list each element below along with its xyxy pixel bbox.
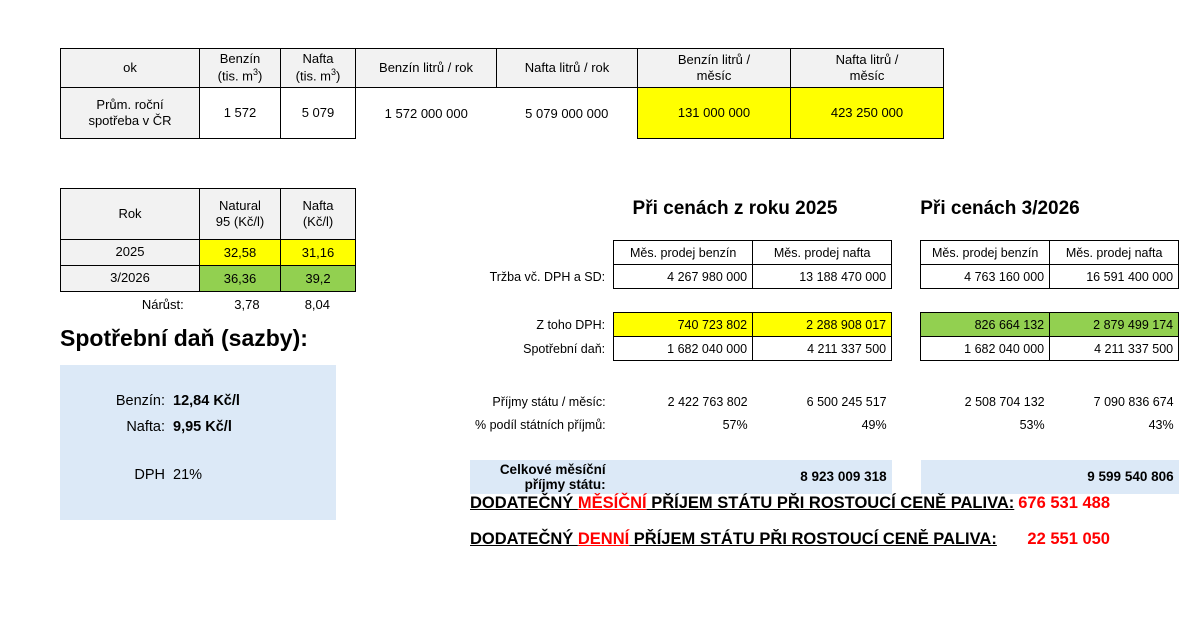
col-header-ok: ok	[61, 49, 200, 88]
table-row	[470, 337, 1179, 361]
bottom-line1-text-a: DODATEČNÝ	[470, 494, 578, 512]
cell-2026-podil-nafta: 43%	[1148, 418, 1174, 432]
cell-2025-prijmy-nafta: 6 500 245 517	[806, 395, 887, 409]
table-header-row	[61, 189, 356, 240]
vat-row	[60, 435, 336, 483]
col-header-nafta-m3: Nafta (tis. $m^3$)	[281, 49, 356, 88]
col-header-benzin-mesic: Benzín litrů / měsíc	[638, 49, 791, 88]
table-row	[470, 265, 1179, 289]
bottom-line1-amount: 676 531 488	[1018, 494, 1110, 512]
section-title-prices-2025: Při cenách z roku 2025	[632, 198, 838, 219]
cell-natural95-2025: 32,58	[200, 240, 281, 266]
cell-2026-trzba-benzin: 4 763 160 000	[921, 265, 1050, 289]
cell-nafta-litru-mesic: 423 250 000	[791, 87, 944, 138]
cell-benzin-litru-mesic: 131 000 000	[638, 87, 791, 138]
spacer-cell	[892, 361, 921, 391]
bottom-line1-text-b: MĚSÍČNÍ	[577, 494, 647, 512]
excise-benzin-row	[60, 365, 336, 409]
table-row	[60, 296, 336, 313]
vat-value: 21%	[173, 467, 203, 483]
table-row	[470, 313, 1179, 337]
column-spacer	[892, 337, 921, 361]
cell-nafta-litru-rok: 5 079 000 000	[497, 87, 638, 138]
cell-rok-2025: 2025	[61, 240, 200, 266]
state-revenue-comparison-table	[470, 240, 1179, 494]
excise-tax-title: Spotřební daň (sazby):	[60, 325, 308, 351]
col-header-nafta-mesic: Nafta litrů / měsíc	[791, 49, 944, 88]
cell-nafta-m3: 5 079	[281, 87, 356, 138]
col-header-nafta-rok: Nafta litrů / rok	[497, 49, 638, 88]
cell-benzin-litru-rok: 1 572 000 000	[356, 87, 497, 138]
table-spacer-row	[470, 437, 1179, 460]
row-label-trzba: Tržba vč. DPH a SD:	[489, 269, 606, 284]
cell-2026-dph-nafta: 2 879 499 174	[1050, 313, 1179, 337]
narust-natural95: 3,78	[234, 297, 260, 312]
spacer-cell	[921, 289, 1050, 313]
spacer-cell	[614, 289, 753, 313]
bottom-line1-text-c: PŘÍJEM STÁTU PŘI ROSTOUCÍ CENĚ PALIVA:	[646, 494, 1015, 512]
bottom-line2-text-b: DENNÍ	[577, 530, 630, 548]
cell-2025-sd-nafta: 4 211 337 500	[753, 337, 892, 361]
cell-2026-celkem-pad	[921, 460, 1050, 494]
cell-2025-dph-benzin: 740 723 802	[614, 313, 753, 337]
excise-benzin-label: Benzín:	[115, 393, 165, 409]
col-header-rok: Rok	[61, 189, 200, 240]
table-row	[61, 240, 356, 266]
spacer-cell	[470, 437, 614, 460]
excise-nafta-value: 9,95 Kč/l	[173, 419, 232, 435]
col-header-2026-nafta: Měs. prodej nafta	[1050, 241, 1179, 265]
cell-2026-sd-nafta: 4 211 337 500	[1050, 337, 1179, 361]
annual-consumption-table	[60, 48, 944, 139]
col-header-nafta-price: Nafta (Kč/l)	[281, 189, 356, 240]
spacer-cell	[1050, 289, 1179, 313]
additional-monthly-revenue-line	[470, 494, 1110, 513]
column-spacer	[892, 391, 921, 414]
spacer-cell	[1050, 361, 1179, 391]
table-row	[61, 266, 356, 292]
cell-2025-podil-nafta: 49%	[861, 418, 887, 432]
row-label-spotrebni-dan: Spotřební daň:	[523, 341, 606, 356]
narust-label: Nárůst:	[141, 297, 184, 312]
column-spacer	[892, 460, 921, 494]
col-header-benzin-rok: Benzín litrů / rok	[356, 49, 497, 88]
table-spacer-row	[470, 361, 1179, 391]
cell-2025-prijmy-benzin: 2 422 763 802	[667, 395, 748, 409]
table-header-row	[470, 241, 1179, 265]
cell-2025-trzba-benzin: 4 267 980 000	[614, 265, 753, 289]
bottom-line2-text-c: PŘÍJEM STÁTU PŘI ROSTOUCÍ CENĚ PALIVA:	[629, 530, 997, 548]
vat-label: DPH	[134, 467, 165, 483]
cell-2025-sd-benzin: 1 682 040 000	[614, 337, 753, 361]
cell-2026-prijmy-nafta: 7 090 836 674	[1093, 395, 1174, 409]
row-label-dph: Z toho DPH:	[536, 317, 606, 332]
cell-2026-trzba-nafta: 16 591 400 000	[1050, 265, 1179, 289]
cell-2026-podil-benzin: 53%	[1019, 418, 1045, 432]
spacer-cell	[892, 437, 921, 460]
excise-benzin-value: 12,84 Kč/l	[173, 393, 240, 409]
table-header-row	[61, 49, 944, 88]
excise-nafta-label: Nafta:	[126, 419, 165, 435]
column-spacer	[892, 414, 921, 437]
col-header-natural95: Natural 95 (Kč/l)	[200, 189, 281, 240]
spacer-cell	[753, 361, 892, 391]
narust-nafta: 8,04	[304, 297, 330, 312]
bottom-line2-text-a: DODATEČNÝ	[470, 530, 578, 548]
cell-2026-prijmy-benzin: 2 508 704 132	[964, 395, 1045, 409]
column-spacer	[892, 241, 921, 265]
cell-2025-dph-nafta: 2 288 908 017	[753, 313, 892, 337]
row-label-average-consumption: Prům. roční spotřeba v ČR	[61, 87, 200, 138]
cell-2026-dph-benzin: 826 664 132	[921, 313, 1050, 337]
spacer-cell	[1050, 437, 1179, 460]
spacer-cell	[470, 361, 614, 391]
section-title-prices-2026: Při cenách 3/2026	[920, 198, 1080, 219]
table-row	[61, 87, 944, 138]
spacer-cell	[921, 361, 1050, 391]
spacer-cell	[921, 437, 1050, 460]
table-row	[470, 391, 1179, 414]
cell-2025-trzba-nafta: 13 188 470 000	[753, 265, 892, 289]
table-row	[470, 414, 1179, 437]
cell-nafta-3-2026: 39,2	[281, 266, 356, 292]
spacer-cell	[753, 289, 892, 313]
bottom-line2-amount: 22 551 050	[1027, 530, 1110, 548]
row-label-prijmy-statu: Příjmy státu / měsíc:	[492, 395, 606, 409]
column-spacer	[892, 265, 921, 289]
spacer-cell	[470, 289, 614, 313]
table-spacer-row	[470, 289, 1179, 313]
cell-rok-3-2026: 3/2026	[61, 266, 200, 292]
row-label-celkem: Celkové měsíční příjmy státu:	[470, 460, 614, 494]
col-header-2025-benzin: Měs. prodej benzín	[614, 241, 753, 265]
col-header-2026-benzin: Měs. prodej benzín	[921, 241, 1050, 265]
cell-2025-celkem: 8 923 009 318	[614, 460, 892, 494]
cell-natural95-3-2026: 36,36	[200, 266, 281, 292]
table-row	[470, 460, 1179, 494]
cell-benzin-m3: 1 572	[200, 87, 281, 138]
cell-2025-podil-benzin: 57%	[722, 418, 748, 432]
row-label-podil: % podíl státních příjmů:	[475, 418, 606, 432]
col-header-benzin-m3: Benzín (tis. $m^3$)	[200, 49, 281, 88]
cell-2026-celkem: 9 599 540 806	[1050, 460, 1179, 494]
cell-nafta-2025: 31,16	[281, 240, 356, 266]
spacer-cell	[892, 289, 921, 313]
spacer-cell	[614, 361, 753, 391]
cell-2026-sd-benzin: 1 682 040 000	[921, 337, 1050, 361]
excise-tax-box	[60, 365, 336, 520]
col-header-2025-nafta: Měs. prodej nafta	[753, 241, 892, 265]
additional-daily-revenue-line	[470, 530, 1110, 549]
spacer-cell	[753, 437, 892, 460]
excise-nafta-row	[60, 409, 336, 435]
column-spacer	[892, 313, 921, 337]
fuel-price-table	[60, 188, 356, 292]
price-increase-row	[60, 296, 336, 313]
spacer-cell	[614, 437, 753, 460]
row-label-empty	[470, 241, 614, 265]
